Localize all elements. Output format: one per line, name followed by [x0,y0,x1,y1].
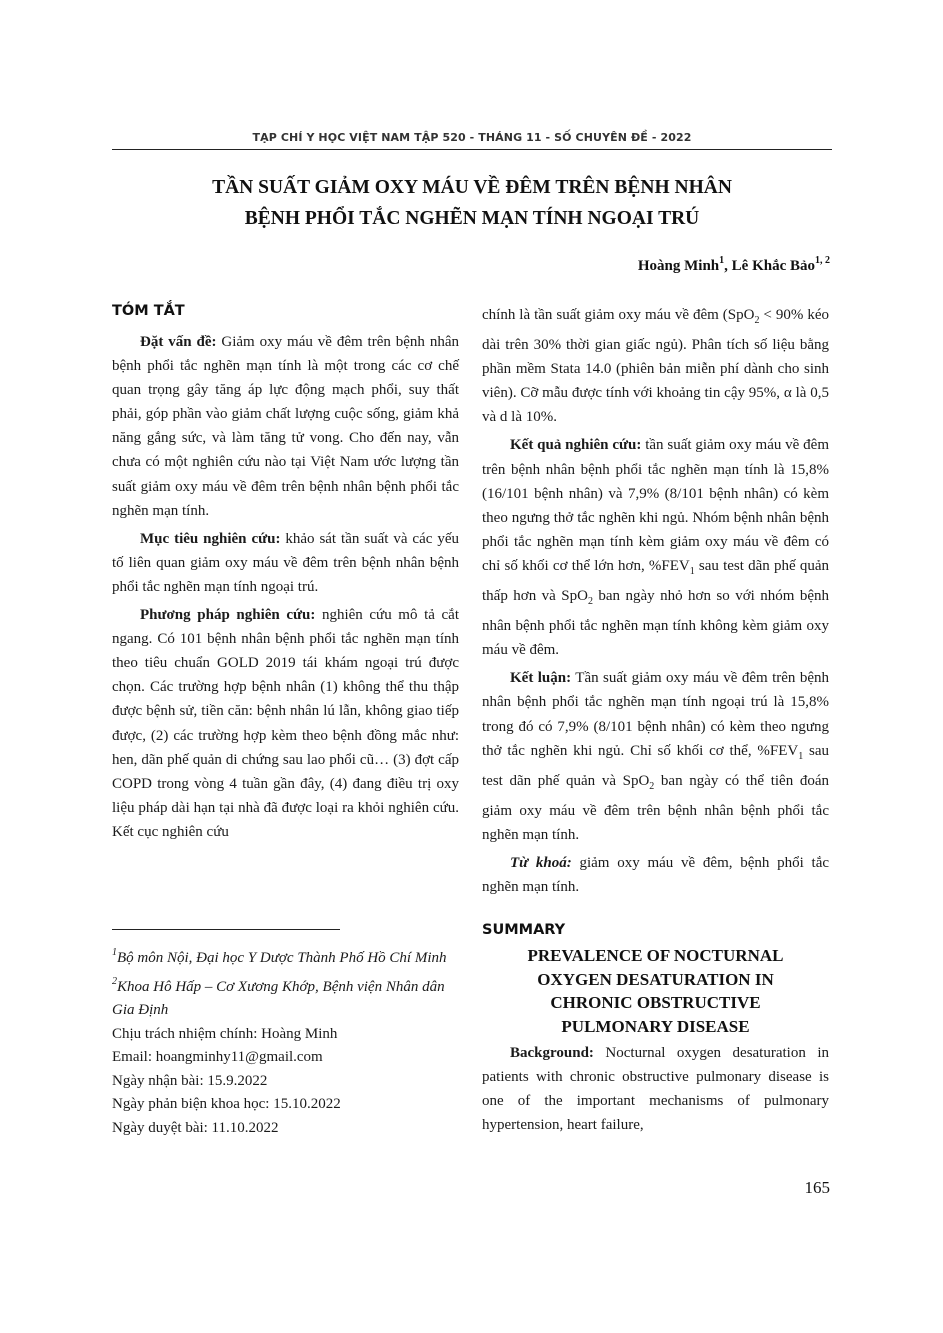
corresponding-email: Email: hoangminhy11@gmail.com [112,1049,323,1065]
keywords-label: Từ khoá: [510,854,572,871]
background-text: Giảm oxy máu về đêm trên bệnh nhân bệnh phổi tắc nghẽn mạn tính là một trong các cơ chế quan trọng gây tăng áp lực động mạch phổi, suy thất phải, góp phần vào giảm chất lượng cuộc sống, giảm khả năng gắng sức, và làm tăng tử vong. Cho đến nay, vẫn chưa có một nghiên cứu nào tại Việt Nam ước lượng tần suất giảm oxy máu về đêm trên bệnh nhân bệnh phổi tắc nghẽn mạn tính. [112,334,459,519]
date-accepted: Ngày duyệt bài: 11.10.2022 [112,1119,279,1136]
author-2-affiliation: 1, 2 [815,255,830,266]
abstract-heading: TÓM TẮT [112,303,185,319]
date-received: Ngày nhận bài: 15.9.2022 [112,1072,268,1089]
english-title [482,944,829,1038]
journal-running-header: TẠP CHÍ Y HỌC VIỆT NAM TẬP 520 - THÁNG 11 - SỐ CHUYÊN ĐỀ - 2022 [252,131,692,144]
header-divider [112,149,832,150]
summary-background-label: Background: [510,1045,594,1061]
summary-background-paragraph [482,1041,829,1137]
background-paragraph [112,330,459,523]
conclusion-paragraph: Kết luận: Tần suất giảm oxy máu về đêm trên bệnh nhân bệnh phổi tắc nghẽn mạn tính ngoại trú là 15,8% trong đó có 7,9% (8/101 bệnh nhân) có kèm theo ngưng thở tắc nghẽn khi ngủ. Chỉ số khối cơ thể, $\%FEV_1$ sau test dãn phế quản và SpO$_2$ ban ngày có thể tiên đoán giảm oxy máu về đêm trên bệnh nhân bệnh phổi tắc nghẽn mạn tính. [482,670,830,843]
keywords-text: giảm oxy máu về đêm, bệnh phổi tắc nghẽn mạn tính. [482,854,830,896]
page-number: 165 [804,1178,830,1197]
footnotes [112,942,462,1140]
conclusion-label: Kết luận: [510,670,572,687]
english-title-line-3: CHRONIC OBSTRUCTIVE [550,993,761,1013]
affiliation-2: $^2$Khoa Hô Hấp – Cơ Xương Khớp, Bệnh viện Nhân dân Gia Định [112,975,445,1018]
author-1-affiliation: 1 [719,255,725,266]
english-title-line-2: OXYGEN DESATURATION IN [537,969,774,989]
title-line-1: TẦN SUẤT GIẢM OXY MÁU VỀ ĐÊM TRÊN BỆNH NHÂN [212,177,732,198]
keywords-paragraph [482,851,829,899]
author-list [637,255,830,275]
date-reviewed: Ngày phản biện khoa học: 15.10.2022 [112,1096,341,1112]
article-title [112,172,832,234]
abstract-left-column [112,330,459,844]
results-paragraph: Kết quả nghiên cứu: tần suất giảm oxy máu về đêm trên bệnh nhân bệnh phổi tắc nghẽn mạn tính là 15,8% (16/101 bệnh nhân) và 7,9% (8/101 bệnh nhân) có kèm theo ngưng thở tắc nghẽn khi ngủ. Nhóm bệnh nhân bệnh phổi tắc nghẽn mạn tính kèm giảm oxy máu về đêm có chỉ số khối cơ thể lớn hơn, $\%FEV_1$ sau test dãn phế quản thấp hơn và SpO$_2$ ban ngày nhỏ hơn so với nhóm bệnh nhân bệnh phổi tắc nghẽn mạn tính không kèm giảm oxy máu về đêm. [482,437,830,659]
english-title-line-4: PULMONARY DISEASE [561,1016,750,1036]
author-2: Lê Khắc Bảo [731,258,815,274]
methods-paragraph [112,603,459,844]
background-label: Đặt vấn đề: [140,334,217,350]
author-1: Hoàng Minh [637,258,720,274]
methods-label: Phương pháp nghiên cứu: [140,607,316,624]
english-title-line-1: PREVALENCE OF NOCTURNAL [527,946,784,965]
summary-heading: SUMMARY [482,922,566,938]
objective-paragraph [112,527,459,599]
objective-label: Mục tiêu nghiên cứu: [140,530,281,547]
author-separator: , [724,258,732,274]
corresponding-author: Chịu trách nhiệm chính: Hoàng Minh [112,1025,338,1042]
affiliation-1: $^1$Bộ môn Nội, Đại học Y Dược Thành Phố Hồ Chí Minh [112,947,447,966]
footnote-divider [112,929,340,930]
abstract-right-column [482,303,829,899]
objective-text: khảo sát tần suất và các yếu tố liên quan giảm oxy máu về đêm trên bệnh nhân bệnh phổi tắc nghẽn mạn tính ngoại trú. [112,530,459,595]
title-line-2: BỆNH PHỔI TẮC NGHẼN MẠN TÍNH NGOẠI TRÚ [244,208,700,229]
results-label: Kết quả nghiên cứu: [510,437,642,454]
methods-continuation: chính là tần suất giảm oxy máu về đêm (SpO$_2$ < 90% kéo dài trên 30% thời gian giấc ngủ). Phân tích số liệu bằng phần mềm Stata 14.0 (phiên bản miễn phí dành cho sinh viên). Cỡ mẫu được tính với khoảng tin cậy 95%, α là 0,5 và d là 10%. [482,307,829,426]
summary-text [482,1041,829,1137]
methods-text: nghiên cứu mô tả cắt ngang. Có 101 bệnh nhân bệnh phổi tắc nghẽn mạn tính theo tiêu chuẩn GOLD 2019 tái khám ngoại trú được chọn. Các trường hợp bệnh nhân (1) không thể thu thập được bệnh sử, tiền căn: bệnh nhân lú lẫn, không giao tiếp được, (2) các trường hợp kèm theo bệnh đồng mắc như: hen, dãn phế quản di chứng sau lao phổi cũ… (3) đợt cấp COPD trong vòng 4 tuần gần đây, (4) đang điều trị oxy liệu pháp dài hạn tại nhà đã được loại ra khỏi nghiên cứu. Kết cục nghiên cứu [112,607,459,840]
summary-background-text: Nocturnal oxygen desaturation in patients with chronic obstructive pulmonary disease is one of the important mechanisms of pulmonary hypertension, heart failure, [482,1045,829,1134]
